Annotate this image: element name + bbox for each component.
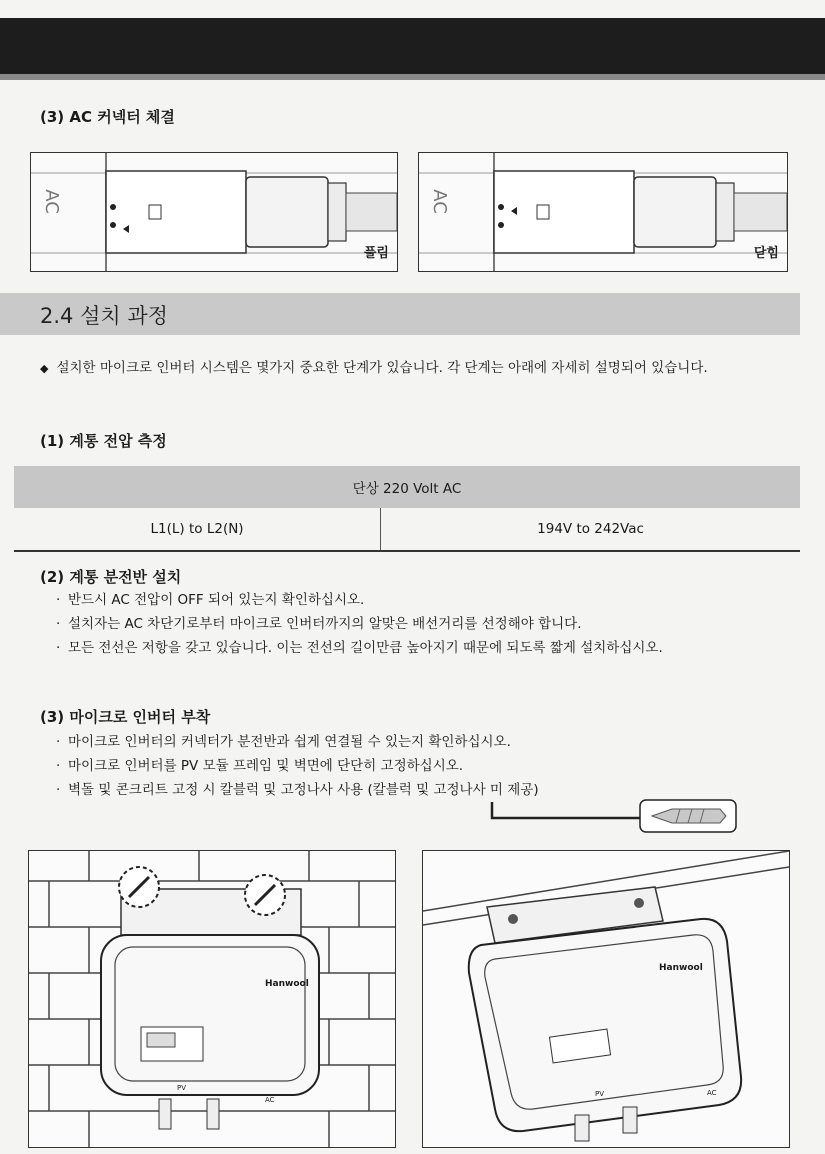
connector-label-released: 풀림 [363,246,389,261]
section-title: 2.4 설치 과정 [40,304,168,328]
step3-heading: (3) 마이크로 인버터 부착 [40,708,211,726]
frame-mount-drawing [423,851,789,1147]
brand-logo-text: Hanwool [265,979,309,989]
wall-mount-drawing [29,851,395,1147]
pv-port-label: PV [177,1084,187,1092]
voltage-table-header: 단상 220 Volt AC [14,466,800,508]
list-item: · 마이크로 인버터를 PV 모듈 프레임 및 벽면에 단단히 고정하십시오. [56,754,776,778]
step2-list [56,588,776,660]
list-item: · 설치자는 AC 차단기로부터 마이크로 인버터까지의 알맞은 배선거리를 선정해야 합니다. [56,612,776,636]
table-row [14,508,800,551]
voltage-table-cell: L1(L) to L2(N) [14,508,381,551]
page-header-bar [0,18,825,76]
list-item: · 벽돌 및 콘크리트 고정 시 칼블럭 및 고정나사 사용 (칼블럭 및 고정나사 미 제공) [56,778,776,802]
section-intro [40,356,790,381]
voltage-table-cell: 194V to 242Vac [381,508,800,551]
connector-released-drawing [31,153,397,271]
pv-port-label: PV [595,1090,605,1098]
ac-port-label: AC [707,1089,717,1097]
connector-label-locked: 닫힘 [753,246,779,261]
connector-panel-locked [418,152,788,272]
step2-heading: (2) 계통 분전반 설치 [40,568,182,586]
wall-anchor-callout [470,796,750,836]
step3-list [56,730,776,802]
step1-heading: (1) 계통 전압 측정 [40,432,167,450]
connector-locked-drawing [419,153,787,271]
ac-port-label: AC [265,1096,275,1104]
voltage-table [14,466,800,552]
list-item: · 모든 전선은 저항을 갖고 있습니다. 이는 전선의 길이만큼 높아지기 때문에 되도록 짧게 설치하십시오. [56,636,776,660]
list-item: · 반드시 AC 전압이 OFF 되어 있는지 확인하십시오. [56,588,776,612]
connector-panel-released [30,152,398,272]
brand-logo-text: Hanwool [659,963,703,973]
section-intro-text: 설치한 마이크로 인버터 시스템은 몇가지 중요한 단계가 있습니다. 각 단계는 아래에 자세히 설명되어 있습니다. [56,360,708,376]
wall-mount-illustration [28,850,396,1148]
list-item: · 마이크로 인버터의 커넥터가 분전반과 쉽게 연결될 수 있는지 확인하십시오. [56,730,776,754]
connector-ac-mark-released: AC [40,189,62,214]
diamond-bullet-icon: ◆ [40,362,49,375]
page-header-stripe [0,74,825,80]
connector-heading: (3) AC 커넥터 체결 [40,108,175,126]
connector-ac-mark-locked: AC [428,189,450,214]
frame-mount-illustration [422,850,790,1148]
